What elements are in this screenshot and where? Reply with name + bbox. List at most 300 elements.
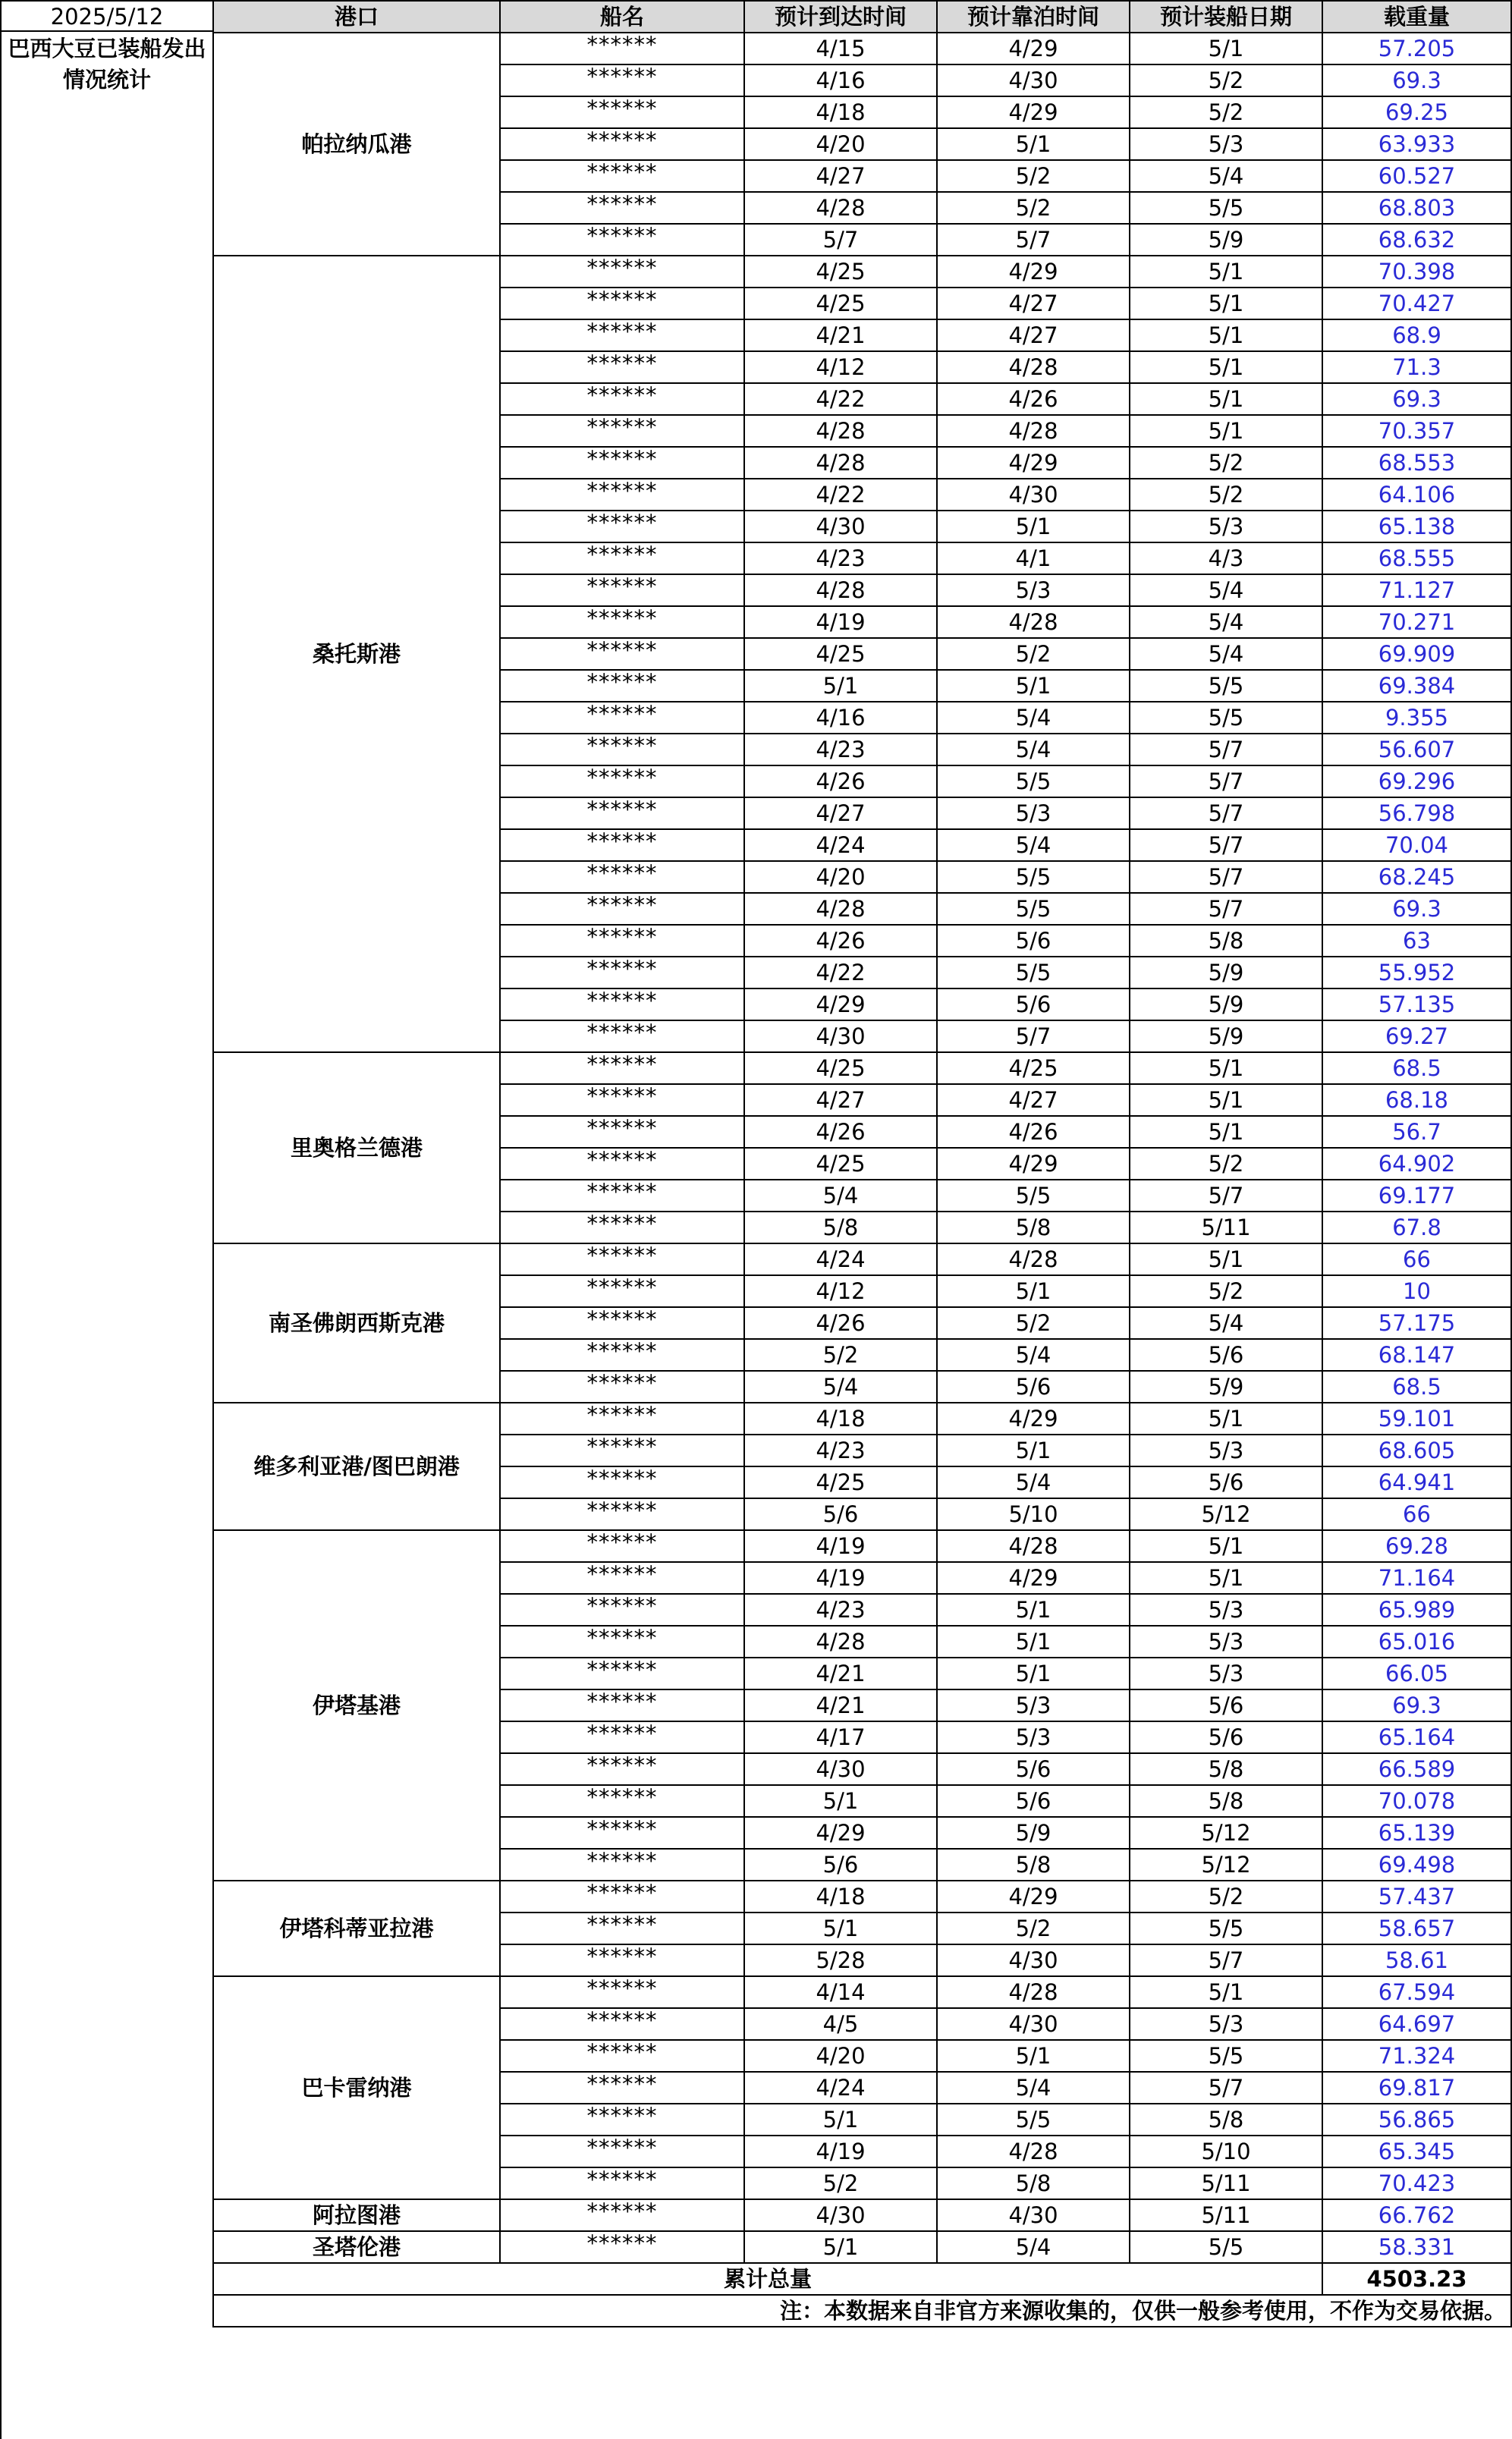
eta-cell: 4/26 [744,1116,937,1148]
tonnage-cell: 56.607 [1322,734,1511,765]
loading-date-cell: 5/7 [1130,861,1322,893]
eta-cell: 4/14 [744,1976,937,2008]
tonnage-cell: 69.498 [1322,1849,1511,1881]
tonnage-cell: 71.324 [1322,2040,1511,2072]
tonnage-cell: 65.138 [1322,511,1511,542]
port-name: 阿拉图港 [213,2199,500,2231]
eta-cell: 4/27 [744,797,937,829]
disclaimer-note: 注：本数据来自非官方来源收集的，仅供一般参考使用，不作为交易依据。 [213,2295,1511,2327]
eta-cell: 4/28 [744,192,937,224]
berth-time-cell: 5/5 [937,957,1130,988]
tonnage-cell: 63.933 [1322,128,1511,160]
loading-date-cell: 5/5 [1130,702,1322,734]
eta-cell: 4/28 [744,1626,937,1658]
berth-time-cell: 5/6 [937,1785,1130,1817]
port-name: 南圣佛朗西斯克港 [213,1243,500,1403]
table-row [213,1881,1511,1913]
tonnage-cell: 67.594 [1322,1976,1511,2008]
eta-cell: 4/23 [744,1594,937,1626]
ship-name-cell: ****** [500,351,744,383]
loading-date-cell: 5/9 [1130,957,1322,988]
header-berth-time: 预计靠泊时间 [937,1,1130,33]
berth-time-cell: 5/2 [937,638,1130,670]
eta-cell: 4/30 [744,1020,937,1052]
loading-date-cell: 5/12 [1130,1498,1322,1530]
loading-date-cell: 5/9 [1130,988,1322,1020]
ship-name-cell: ****** [500,2104,744,2136]
loading-date-cell: 5/7 [1130,734,1322,765]
eta-cell: 4/25 [744,1148,937,1180]
eta-cell: 5/1 [744,1785,937,1817]
eta-cell: 4/25 [744,638,937,670]
loading-date-cell: 5/1 [1130,33,1322,64]
eta-cell: 5/7 [744,224,937,256]
berth-time-cell: 5/4 [937,1339,1130,1371]
berth-time-cell: 4/28 [937,351,1130,383]
eta-cell: 5/2 [744,2167,937,2199]
eta-cell: 4/28 [744,893,937,925]
tonnage-cell: 65.016 [1322,1626,1511,1658]
eta-cell: 4/19 [744,1562,937,1594]
tonnage-cell: 70.04 [1322,829,1511,861]
tonnage-cell: 68.555 [1322,542,1511,574]
eta-cell: 5/6 [744,1849,937,1881]
tonnage-cell: 69.817 [1322,2072,1511,2104]
berth-time-cell: 5/1 [937,1626,1130,1658]
tonnage-cell: 57.175 [1322,1307,1511,1339]
berth-time-cell: 4/29 [937,1562,1130,1594]
tonnage-cell: 57.205 [1322,33,1511,64]
berth-time-cell: 5/3 [937,1689,1130,1721]
tonnage-cell: 71.127 [1322,574,1511,606]
loading-date-cell: 5/6 [1130,1466,1322,1498]
loading-date-cell: 5/3 [1130,1435,1322,1466]
loading-date-cell: 5/7 [1130,1180,1322,1212]
tonnage-cell: 69.3 [1322,1689,1511,1721]
ship-name-cell: ****** [500,1721,744,1753]
tonnage-cell: 68.147 [1322,1339,1511,1371]
ship-name-cell: ****** [500,2167,744,2199]
table-row [213,1530,1511,1562]
loading-date-cell: 5/1 [1130,319,1322,351]
berth-time-cell: 4/25 [937,1052,1130,1084]
ship-name-cell: ****** [500,1084,744,1116]
loading-date-cell: 5/3 [1130,1626,1322,1658]
berth-time-cell: 5/1 [937,1594,1130,1626]
ship-name-cell: ****** [500,1212,744,1243]
berth-time-cell: 4/30 [937,1944,1130,1976]
berth-time-cell: 5/1 [937,1275,1130,1307]
loading-date-cell: 5/2 [1130,64,1322,96]
eta-cell: 4/21 [744,319,937,351]
eta-cell: 4/12 [744,1275,937,1307]
loading-date-cell: 5/6 [1130,1339,1322,1371]
ship-name-cell: ****** [500,319,744,351]
tonnage-cell: 9.355 [1322,702,1511,734]
tonnage-cell: 65.345 [1322,2136,1511,2167]
ship-name-cell: ****** [500,1944,744,1976]
total-value: 4503.23 [1322,2263,1511,2295]
eta-cell: 4/23 [744,1435,937,1466]
tonnage-cell: 55.952 [1322,957,1511,988]
eta-cell: 4/20 [744,861,937,893]
eta-cell: 4/26 [744,1307,937,1339]
ship-name-cell: ****** [500,734,744,765]
loading-date-cell: 5/7 [1130,1944,1322,1976]
tonnage-cell: 64.902 [1322,1148,1511,1180]
loading-date-cell: 4/3 [1130,542,1322,574]
table-row [213,33,1511,64]
berth-time-cell: 5/5 [937,893,1130,925]
ship-name-cell: ****** [500,2008,744,2040]
ship-name-cell: ****** [500,893,744,925]
eta-cell: 5/4 [744,1371,937,1403]
tonnage-cell: 70.398 [1322,256,1511,288]
loading-date-cell: 5/12 [1130,1849,1322,1881]
ship-name-cell: ****** [500,1817,744,1849]
header-ship-name: 船名 [500,1,744,33]
berth-time-cell: 5/7 [937,1020,1130,1052]
tonnage-cell: 69.28 [1322,1530,1511,1562]
berth-time-cell: 5/2 [937,1307,1130,1339]
tonnage-cell: 68.18 [1322,1084,1511,1116]
eta-cell: 4/21 [744,1689,937,1721]
port-name: 伊塔基港 [213,1530,500,1881]
tonnage-cell: 68.5 [1322,1052,1511,1084]
tonnage-cell: 70.271 [1322,606,1511,638]
eta-cell: 4/29 [744,1817,937,1849]
table-row [213,1976,1511,2008]
ship-name-cell: ****** [500,988,744,1020]
loading-date-cell: 5/1 [1130,1403,1322,1435]
tonnage-cell: 70.078 [1322,1785,1511,1817]
berth-time-cell: 5/1 [937,2040,1130,2072]
loading-date-cell: 5/2 [1130,1881,1322,1913]
berth-time-cell: 5/4 [937,702,1130,734]
loading-date-cell: 5/2 [1130,1275,1322,1307]
ship-name-cell: ****** [500,128,744,160]
berth-time-cell: 4/26 [937,1116,1130,1148]
berth-time-cell: 4/30 [937,64,1130,96]
table-row [213,256,1511,288]
loading-date-cell: 5/2 [1130,1148,1322,1180]
tonnage-cell: 56.865 [1322,2104,1511,2136]
ship-name-cell: ****** [500,1116,744,1148]
tonnage-cell: 69.3 [1322,893,1511,925]
ship-name-cell: ****** [500,2072,744,2104]
berth-time-cell: 4/28 [937,1530,1130,1562]
ship-name-cell: ****** [500,1753,744,1785]
ship-name-cell: ****** [500,256,744,288]
eta-cell: 5/1 [744,2104,937,2136]
eta-cell: 4/26 [744,925,937,957]
header-eta: 预计到达时间 [744,1,937,33]
tonnage-cell: 68.5 [1322,1371,1511,1403]
loading-date-cell: 5/1 [1130,1562,1322,1594]
berth-time-cell: 4/29 [937,96,1130,128]
eta-cell: 4/12 [744,351,937,383]
tonnage-cell: 68.553 [1322,447,1511,479]
eta-cell: 5/8 [744,1212,937,1243]
port-name: 伊塔科蒂亚拉港 [213,1881,500,1976]
eta-cell: 5/4 [744,1180,937,1212]
eta-cell: 4/15 [744,33,937,64]
berth-time-cell: 5/5 [937,861,1130,893]
tonnage-cell: 57.437 [1322,1881,1511,1913]
tonnage-cell: 65.139 [1322,1817,1511,1849]
tonnage-cell: 64.106 [1322,479,1511,511]
ship-name-cell: ****** [500,1594,744,1626]
ship-name-cell: ****** [500,861,744,893]
loading-date-cell: 5/8 [1130,2104,1322,2136]
berth-time-cell: 5/5 [937,2104,1130,2136]
tonnage-cell: 63 [1322,925,1511,957]
loading-date-cell: 5/1 [1130,1976,1322,2008]
loading-date-cell: 5/7 [1130,893,1322,925]
loading-date-cell: 5/7 [1130,797,1322,829]
loading-date-cell: 5/3 [1130,511,1322,542]
berth-time-cell: 5/2 [937,160,1130,192]
loading-date-cell: 5/1 [1130,1084,1322,1116]
eta-cell: 4/24 [744,829,937,861]
loading-date-cell: 5/4 [1130,638,1322,670]
eta-cell: 4/26 [744,765,937,797]
berth-time-cell: 4/27 [937,1084,1130,1116]
berth-time-cell: 5/2 [937,1913,1130,1944]
port-name: 桑托斯港 [213,256,500,1052]
berth-time-cell: 4/30 [937,479,1130,511]
berth-time-cell: 4/30 [937,2199,1130,2231]
tonnage-cell: 56.7 [1322,1116,1511,1148]
berth-time-cell: 5/6 [937,1371,1130,1403]
ship-name-cell: ****** [500,1785,744,1817]
loading-date-cell: 5/5 [1130,670,1322,702]
loading-date-cell: 5/3 [1130,2008,1322,2040]
tonnage-cell: 66.589 [1322,1753,1511,1785]
ship-name-cell: ****** [500,511,744,542]
berth-time-cell: 5/1 [937,511,1130,542]
berth-time-cell: 5/4 [937,829,1130,861]
eta-cell: 4/19 [744,1530,937,1562]
loading-date-cell: 5/2 [1130,447,1322,479]
tonnage-cell: 64.941 [1322,1466,1511,1498]
ship-name-cell: ****** [500,33,744,64]
berth-time-cell: 4/27 [937,319,1130,351]
berth-time-cell: 4/1 [937,542,1130,574]
tonnage-cell: 69.3 [1322,383,1511,415]
berth-time-cell: 5/3 [937,1721,1130,1753]
berth-time-cell: 4/29 [937,447,1130,479]
ship-name-cell: ****** [500,957,744,988]
tonnage-cell: 58.61 [1322,1944,1511,1976]
berth-time-cell: 5/3 [937,797,1130,829]
eta-cell: 4/28 [744,447,937,479]
table-row [213,1052,1511,1084]
ship-name-cell: ****** [500,702,744,734]
eta-cell: 5/1 [744,1913,937,1944]
ship-name-cell: ****** [500,2231,744,2263]
tonnage-cell: 69.25 [1322,96,1511,128]
eta-cell: 4/27 [744,1084,937,1116]
header-tonnage: 载重量 [1322,1,1511,33]
ship-name-cell: ****** [500,2136,744,2167]
tonnage-cell: 59.101 [1322,1403,1511,1435]
tonnage-cell: 58.657 [1322,1913,1511,1944]
tonnage-cell: 69.3 [1322,64,1511,96]
tonnage-cell: 71.164 [1322,1562,1511,1594]
loading-date-cell: 5/1 [1130,1052,1322,1084]
eta-cell: 5/1 [744,2231,937,2263]
berth-time-cell: 5/6 [937,925,1130,957]
berth-time-cell: 4/29 [937,1403,1130,1435]
table-row [213,2199,1511,2231]
note-row [213,2295,1511,2327]
loading-date-cell: 5/5 [1130,1913,1322,1944]
loading-date-cell: 5/2 [1130,96,1322,128]
ship-name-cell: ****** [500,1562,744,1594]
table-row [213,1403,1511,1435]
eta-cell: 5/28 [744,1944,937,1976]
ship-name-cell: ****** [500,1658,744,1689]
loading-date-cell: 5/11 [1130,1212,1322,1243]
berth-time-cell: 4/28 [937,606,1130,638]
eta-cell: 4/30 [744,511,937,542]
berth-time-cell: 5/10 [937,1498,1130,1530]
loading-date-cell: 5/5 [1130,192,1322,224]
loading-date-cell: 5/5 [1130,2040,1322,2072]
loading-date-cell: 5/8 [1130,925,1322,957]
eta-cell: 4/18 [744,96,937,128]
loading-date-cell: 5/8 [1130,1785,1322,1817]
tonnage-cell: 65.989 [1322,1594,1511,1626]
loading-date-cell: 5/3 [1130,1594,1322,1626]
berth-time-cell: 4/29 [937,256,1130,288]
loading-date-cell: 5/6 [1130,1721,1322,1753]
berth-time-cell: 5/7 [937,224,1130,256]
ship-name-cell: ****** [500,1148,744,1180]
ship-name-cell: ****** [500,288,744,319]
berth-time-cell: 4/26 [937,383,1130,415]
tonnage-cell: 70.357 [1322,415,1511,447]
eta-cell: 4/25 [744,256,937,288]
sidebar [0,0,212,2439]
berth-time-cell: 5/1 [937,670,1130,702]
ship-name-cell: ****** [500,415,744,447]
berth-time-cell: 5/5 [937,765,1130,797]
header-loading-date: 预计装船日期 [1130,1,1322,33]
loading-date-cell: 5/7 [1130,829,1322,861]
loading-date-cell: 5/3 [1130,128,1322,160]
ship-name-cell: ****** [500,1498,744,1530]
eta-cell: 4/22 [744,957,937,988]
berth-time-cell: 4/29 [937,1881,1130,1913]
table-body [213,33,1511,2327]
loading-date-cell: 5/1 [1130,1116,1322,1148]
ship-name-cell: ****** [500,1275,744,1307]
shipment-table [212,0,1512,2327]
loading-date-cell: 5/4 [1130,606,1322,638]
ship-name-cell: ****** [500,1435,744,1466]
tonnage-cell: 71.3 [1322,351,1511,383]
loading-date-cell: 5/8 [1130,1753,1322,1785]
tonnage-cell: 69.384 [1322,670,1511,702]
ship-name-cell: ****** [500,1849,744,1881]
tonnage-cell: 57.135 [1322,988,1511,1020]
loading-date-cell: 5/11 [1130,2167,1322,2199]
header-port: 港口 [213,1,500,33]
eta-cell: 4/30 [744,1753,937,1785]
ship-name-cell: ****** [500,1020,744,1052]
tonnage-cell: 68.245 [1322,861,1511,893]
tonnage-cell: 60.527 [1322,160,1511,192]
ship-name-cell: ****** [500,542,744,574]
berth-time-cell: 4/28 [937,415,1130,447]
eta-cell: 4/23 [744,734,937,765]
loading-date-cell: 5/1 [1130,351,1322,383]
tonnage-cell: 70.423 [1322,2167,1511,2199]
ship-name-cell: ****** [500,1530,744,1562]
eta-cell: 4/19 [744,2136,937,2167]
berth-time-cell: 4/28 [937,1976,1130,2008]
eta-cell: 4/25 [744,288,937,319]
berth-time-cell: 4/29 [937,1148,1130,1180]
ship-name-cell: ****** [500,1626,744,1658]
ship-name-cell: ****** [500,1913,744,1944]
report-title: 巴西大豆已装船发出情况统计 [8,36,206,93]
tonnage-cell: 56.798 [1322,797,1511,829]
loading-date-cell: 5/4 [1130,1307,1322,1339]
tonnage-cell: 67.8 [1322,1212,1511,1243]
berth-time-cell: 4/28 [937,2136,1130,2167]
ship-name-cell: ****** [500,797,744,829]
tonnage-cell: 68.9 [1322,319,1511,351]
berth-time-cell: 5/8 [937,1849,1130,1881]
eta-cell: 4/30 [744,2199,937,2231]
loading-date-cell: 5/4 [1130,574,1322,606]
loading-date-cell: 5/9 [1130,1020,1322,1052]
berth-time-cell: 5/1 [937,128,1130,160]
eta-cell: 4/28 [744,415,937,447]
berth-time-cell: 5/3 [937,574,1130,606]
eta-cell: 4/25 [744,1052,937,1084]
berth-time-cell: 5/4 [937,2072,1130,2104]
eta-cell: 4/19 [744,606,937,638]
berth-time-cell: 5/6 [937,1753,1130,1785]
ship-name-cell: ****** [500,765,744,797]
berth-time-cell: 5/5 [937,1180,1130,1212]
berth-time-cell: 5/2 [937,192,1130,224]
tonnage-cell: 66.762 [1322,2199,1511,2231]
eta-cell: 4/24 [744,1243,937,1275]
loading-date-cell: 5/1 [1130,288,1322,319]
ship-name-cell: ****** [500,1466,744,1498]
eta-cell: 4/23 [744,542,937,574]
tonnage-cell: 69.909 [1322,638,1511,670]
ship-name-cell: ****** [500,2040,744,2072]
loading-date-cell: 5/5 [1130,2231,1322,2263]
ship-name-cell: ****** [500,638,744,670]
loading-date-cell: 5/10 [1130,2136,1322,2167]
loading-date-cell: 5/9 [1130,224,1322,256]
loading-date-cell: 5/1 [1130,415,1322,447]
loading-date-cell: 5/7 [1130,765,1322,797]
loading-date-cell: 5/1 [1130,383,1322,415]
port-name: 巴卡雷纳港 [213,1976,500,2199]
loading-date-cell: 5/2 [1130,479,1322,511]
eta-cell: 5/2 [744,1339,937,1371]
ship-name-cell: ****** [500,1307,744,1339]
eta-cell: 4/21 [744,1658,937,1689]
